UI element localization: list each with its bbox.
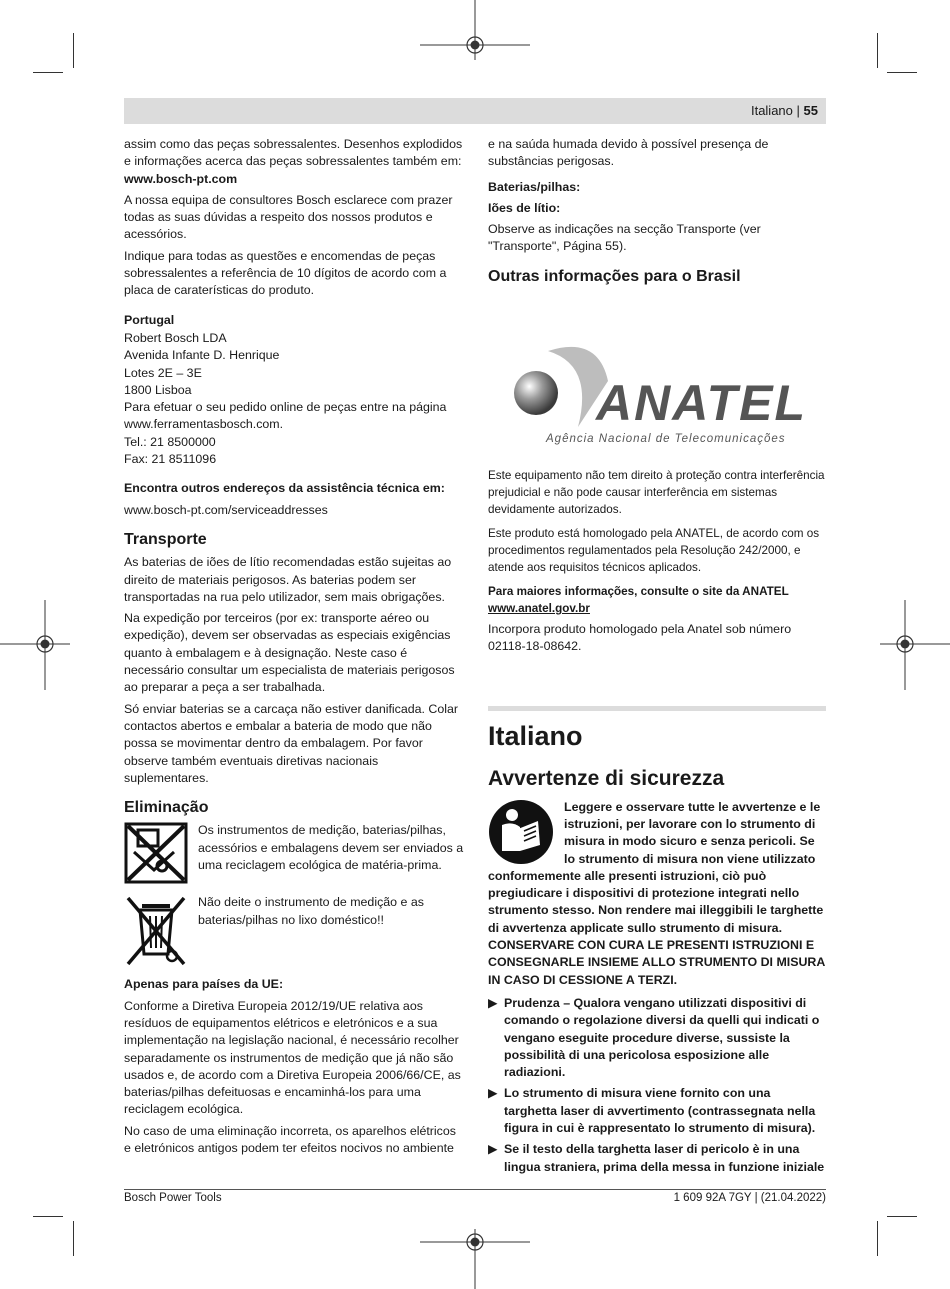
transport-heading: Transporte xyxy=(124,530,207,548)
page-number: 55 xyxy=(803,103,818,118)
header-separator: | xyxy=(796,103,800,118)
crossed-bin-icon xyxy=(124,894,188,966)
bullet-arrow-icon: ▶ xyxy=(488,1086,498,1101)
crop-mark xyxy=(73,33,74,68)
bullet-item xyxy=(488,995,826,1081)
paragraph: Na expedição por terceiros (por ex: transporte aéreo ou expedição), devem ser observadas as especiais exigências quanto à embalagem e à designação. Neste caso é necessário consultar um especialista de materiais perigosos ao preparar a peça a ser trabalhada. xyxy=(124,611,455,695)
crop-mark xyxy=(887,1216,917,1217)
disposal-text: Os instrumentos de medição, baterias/pilhas, acessórios e embalagens devem ser enviados a uma reciclagem ecológica de matéria-prima. xyxy=(198,823,464,872)
italian-title: Italiano xyxy=(488,720,583,751)
disposal-heading: Eliminação xyxy=(124,799,209,817)
address-line: Robert Bosch LDA xyxy=(124,330,227,345)
eu-heading: Apenas para países da UE: xyxy=(124,977,284,992)
portugal-heading: Portugal xyxy=(124,312,175,327)
paragraph: Indique para todas as questões e encomendas de peças sobressalentes a referência de 10 dígitos de acordo com a placa de caraterísticas do produto. xyxy=(124,248,447,298)
bullet-item xyxy=(488,1085,826,1137)
bullet-text: Se il testo della targhetta laser di pericolo è in una lingua straniera, prima della messa in funzione iniziale xyxy=(504,1142,825,1174)
crop-mark xyxy=(33,1216,63,1217)
paragraph: Conforme a Diretiva Europeia 2012/19/UE relativa aos resíduos de equipamentos elétricos e eletrónicos e a sua implementação na legislação nacional, é necessário recolher separadamente os instrumentos de medição que já não são usados e, de acordo com a Diretiva Europeia 2006/66/CE, as baterias/pilhas defeituosas e encaminhá-los para uma reciclagem ecológica. xyxy=(124,998,461,1117)
address-line: 1800 Lisboa xyxy=(124,382,192,397)
right-column xyxy=(488,136,826,1180)
anatel-wordmark: ANATEL xyxy=(596,375,808,432)
registration-mark-icon xyxy=(420,1229,530,1289)
telephone: Tel.: 21 8500000 xyxy=(124,434,216,449)
paragraph xyxy=(124,136,464,188)
paragraph: Observe as indicações na secção Transporte (ver "Transporte", Página 55). xyxy=(488,222,761,254)
crop-mark xyxy=(877,1221,878,1256)
page-header xyxy=(124,98,826,124)
registration-mark-icon xyxy=(880,600,950,690)
address-line: Lotes 2E – 3E xyxy=(124,365,202,380)
paragraph: Só enviar baterias se a carcaça não estiver danificada. Colar contactos abertos e embalar a bateria de modo que não possa se movimentar dentro da embalagem. Por favor observe também eventuais diretivas nacionais suplementares. xyxy=(124,701,459,785)
bullet-text: Prudenza – Qualora vengano utilizzati dispositivi di comando o regolazione diversi da quelli qui indicati o vengano eseguite procedure diverse, sussiste la possibilità di una pericolosa esposizione alle radiazioni. xyxy=(504,995,820,1080)
bullet-arrow-icon: ▶ xyxy=(488,995,498,1010)
warning-block xyxy=(488,799,826,989)
anatel-tagline: Agência Nacional de Telecomunicações xyxy=(546,433,786,446)
paragraph: As baterias de iões de lítio recomendadas estão sujeitas ao direito de materiais perigosos. As baterias podem ser transportadas na rua pelo utilizador, sem mais obrigações. xyxy=(124,555,452,604)
registration-mark-icon xyxy=(420,0,530,60)
section-divider xyxy=(488,706,826,711)
paragraph: No caso de uma eliminação incorreta, os aparelhos elétricos e eletrónicos antigos podem ter efeitos nocivos no ambiente xyxy=(124,1123,456,1156)
crop-mark xyxy=(73,1221,74,1256)
batteries-heading: Baterias/pilhas: xyxy=(488,179,581,194)
anatel-link[interactable]: www.anatel.gov.br xyxy=(488,602,590,616)
left-column xyxy=(124,136,464,1161)
footer-brand: Bosch Power Tools xyxy=(124,1192,222,1204)
paragraph: Incorpora produto homologado pela Anatel sob número 02118-18-08642. xyxy=(488,622,792,654)
paragraph: Este produto está homologado pela ANATEL, de acordo com os procedimentos regulamentados pela Resolução 242/2000, e atende aos requisitos técnicos aplicados. xyxy=(488,527,820,575)
bin-row xyxy=(124,894,464,966)
paragraph-text: assim como das peças sobressalentes. Desenhos explodidos e informações acerca das peças sobressalentes também em: xyxy=(124,137,463,169)
header-page-label xyxy=(751,103,818,118)
read-manual-icon xyxy=(488,799,554,865)
bosch-link[interactable]: www.bosch-pt.com xyxy=(124,171,238,186)
bullet-item xyxy=(488,1141,826,1176)
paragraph: Para maiores informações, consulte o site da ANATEL xyxy=(488,585,789,599)
recycling-row xyxy=(124,822,464,884)
service-link[interactable]: www.bosch-pt.com/serviceaddresses xyxy=(124,502,328,517)
disposal-text: Não deite o instrumento de medição e as baterias/pilhas no lixo doméstico!! xyxy=(198,895,424,927)
anatel-logo xyxy=(508,341,808,453)
header-language: Italiano xyxy=(750,103,793,118)
warning-text: Leggere e osservare tutte le avvertenze e le istruzioni, per lavorare con lo strumento di misura in modo sicuro e senza pericoli. Se lo strumento di misura non viene utilizzato conformemente alle presenti istruzioni, ciò può pregiudicare i dispositivi di protezione integrati nello strumento stesso. Non rendere mai illeggibili le targhette di avvertenza applicate sullo strumento di misura. CONSERVARE CON CURA LE PRESENTI ISTRUZIONI E CONSEGNARLE INSIEME ALLO STRUMENTO DI MISURA IN CASO DI CESSIONE A TERZI. xyxy=(488,799,825,987)
footer-divider xyxy=(124,1189,826,1190)
registration-mark-icon xyxy=(0,600,70,690)
service-heading: Encontra outros endereços da assistência técnica em: xyxy=(124,481,445,496)
footer-doc-number: 1 609 92A 7GY | (21.04.2022) xyxy=(673,1192,826,1204)
crop-mark xyxy=(887,72,917,73)
crop-mark xyxy=(33,72,63,73)
brasil-heading: Outras informações para o Brasil xyxy=(488,267,741,285)
crop-mark xyxy=(877,33,878,68)
address-line: Para efetuar o seu pedido online de peças entre na página www.ferramentasbosch.com. xyxy=(124,400,447,432)
recycling-icon xyxy=(124,822,188,884)
address-line: Avenida Infante D. Henrique xyxy=(124,348,280,363)
bullet-arrow-icon: ▶ xyxy=(488,1142,498,1157)
fax: Fax: 21 8511096 xyxy=(124,452,217,467)
lithium-heading: Iões de lítio: xyxy=(488,200,561,215)
bullet-text: Lo strumento di misura viene fornito con una targhetta laser di avvertimento (contrassegnata nella figura in cui è rappresentato lo strumento di misura). xyxy=(504,1086,816,1136)
paragraph: A nossa equipa de consultores Bosch esclarece com prazer todas as suas dúvidas a respeito dos nossos produtos e acessórios. xyxy=(124,192,453,242)
paragraph: e na saúda humada devido à possível presença de substâncias perigosas. xyxy=(488,137,769,169)
paragraph: Este equipamento não tem direito à proteção contra interferência prejudicial e não pode causar interferência em sistemas devidamente autorizados. xyxy=(488,469,825,517)
safety-heading: Avvertenze di sicurezza xyxy=(488,766,725,790)
